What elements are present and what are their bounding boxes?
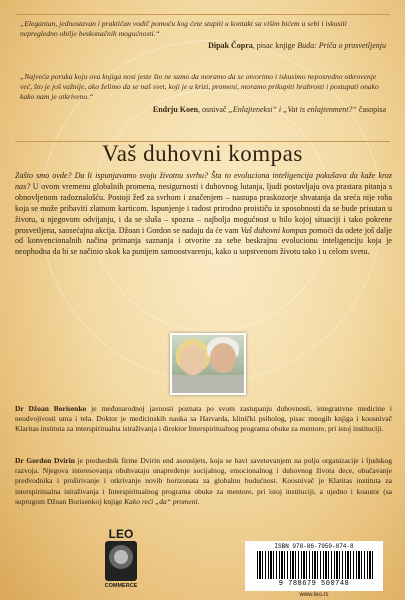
lion-icon	[105, 541, 137, 581]
quote-1-attribution	[20, 41, 386, 51]
author-name-dvirin: Dr Gordon Dvirin	[15, 456, 75, 465]
publisher-name: LEO	[108, 527, 134, 541]
author-bio-dvirin: Dr Gordon Dvirin je predsednik firme Dvirin end asousijets, koja se bavi savetovanjem na polju organizacije i ljudskog razvoja. Njegova interesovanja obuhvataju unapređenje socijalnog, emocionalnog i duhovnog života dece, obučavanje predvodnika i proširivanje i otkrivanje novih horizonata za globalnu budućnost. Koosnivač je Klaritas instituta za interspiritualna istraživanja i Interspiritualnog programa obuke za mentore, pri istoj instituciji, a ujedno i koautor (sa suprugom Džoan Borisenko) knjige Kako reći „da“ promeni.	[15, 456, 393, 506]
author-bio-dvirin-book: Kako reći „da“ promeni	[124, 496, 198, 506]
description-book-title: Vaš duhovni kompas	[240, 225, 307, 235]
publisher-subtitle: COMMERCE	[104, 583, 138, 589]
barcode-bars	[257, 551, 373, 579]
quote-2-role: , osnivač „Enlajteneksi“ i „Vat is enlajtenment?“ časopisa	[198, 104, 386, 114]
author-bio-borisenko-text: je međunarodnoj javnosti poznata po svom zastupanju duhovnosti, integrativne medicine i neodvojivosti uma i tela. Doktor je medicinskih nauka sa Harvarda, klinički psiholog, pisac mnogih knjiga i koosnivač Klaritas instituta za interspiritualna istraživanja i direktor Interspiritualnog programa obuke za mentore, pri istoj instituciji.	[15, 404, 393, 434]
isbn-label: ISBN 978-86-7950-074-8	[274, 543, 354, 550]
barcode	[245, 541, 383, 591]
authors-photo	[170, 333, 246, 395]
publisher-website: www.leo.rs	[299, 592, 329, 598]
author-bio-borisenko	[15, 404, 392, 435]
author-bio-dvirin-text: je predsednik firme Dvirin end asousijets, koja se bavi savetovanjem na polju organizacije i ljudskog razvoja. Njegova interesovanja obuhvataju unapređenje socijalnog, emocionalnog i duhovnog života dece, obučavanje predvodnika i proširivanje i otkrivanje novih horizonata za globalnu budućnost. Koosnivač je Klaritas instituta za interspiritualna istraživanja i Interspiritualnog programa obuke za mentore, pri istoj instituciji, a ujedno i koautor (sa suprugom Džoan Borisenko) knjige	[15, 456, 393, 506]
quote-2-attribution	[20, 105, 386, 115]
author-name-borisenko: Dr Džoan Borisenko	[15, 404, 87, 413]
quote-1-text: „Elegantan, jednostavan i praktičan vodič pomoću kog ćete stupiti u kontakt sa višim bićem u sebi i iskusiti nepregledno obilje beskonačnih mogućnosti.“	[20, 19, 347, 39]
quote-1-author: Dipak Čopra	[208, 41, 253, 51]
description-part-2: pomoći da odete još dalje od konvencionalnih načina primanja saznanja i otvorite za sebe beskrajnu evolucionu inteligenciju koja je neophodna da bi se načinio skok ka punijem samoostvarenju, kako u sopstvenom životu tako i u celom svetu.	[15, 225, 392, 257]
quote-1	[20, 19, 386, 52]
quote-2-text: „Najveća poruka koju ova knjiga nosi jeste što ne samo da moramo da se otvorimo i iskusimo neposredno otkrovenje već, što je još važnije, ako želimo da se naš svet, koji je u krizi, promeni, moramo prikupiti hrabrosti i postupati onako kako nam je otkriveno.“	[20, 72, 379, 102]
barcode-number: 9 788679 500748	[278, 580, 350, 588]
quote-2-author: Endrju Koen	[152, 104, 198, 114]
description-part-1: U ovom vremenu globalnih promena, nesigurnosti i duhovnog lutanja, ljudi postavljaju ova prastara pitanja s obnovljenom radoznalošću. Postoji žeđ za svrhom i značenjem – nastupa praskozorje shvatanja da sreća nije roba koja se može pribaviti zlatnom karticom. Ispunjenje i radost prirodno proističu iz sposobnosti da se bude prisutan u životu, u njegovom odvijanju, i da se sluša – spozna – najbolja mogućnost u bilo kojoj situaciji i tako pokrene prosvetljena, saosećajna akcija. Džoan i Gordon se nadaju da će vam	[15, 181, 392, 235]
book-description	[15, 171, 392, 258]
publisher-logo	[103, 527, 139, 595]
quote-1-role: , pisac knjige Buda: Priča o prosvetljenju	[252, 41, 386, 51]
quote-2	[20, 72, 386, 115]
intro-questions: Zašto smo ovde? Da li ispunjavamo svoju životnu svrhu? Šta to evoluciona inteligencija pokušava da kaže kroz nas?	[15, 171, 392, 191]
book-title: Vaš duhovni kompas	[102, 141, 303, 166]
